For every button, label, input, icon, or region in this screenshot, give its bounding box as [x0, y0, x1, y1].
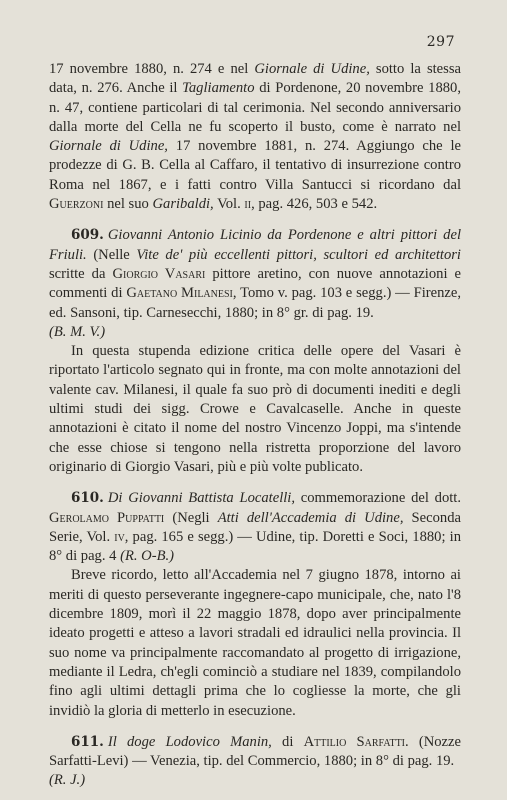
bibliography-entry-609: [49, 226, 461, 477]
entry-number: 611.: [71, 733, 104, 750]
entry-number: 610.: [71, 490, 104, 507]
entry-heading: 611. Il doge Lodovico Manin, di Attilio Sarfatti. (Nozze Sarfatti-Levi) — Venezia, tip. del Commercio, 1880; in 8° di pag. 19. (R. J.): [49, 733, 461, 789]
entry-body: In questa stupenda edizione critica delle opere del Vasari è riportato l'articolo segnato qui in fronte, ma con molte annotazioni del valente cav. Milanesi, il quale fa suo prò di documenti inediti e degli ultimi studi dei sigg. Crowe e Cavalcaselle. Anche in queste annotazioni è citato il nome del nostro Vincenzo Joppi, ma s'intende che esse chiose si tengono nella ristretta proporzione del lavoro originario di Giorgio Vasari, più e più volte publicato.: [49, 343, 461, 475]
intro-paragraph: 17 novembre 1880, n. 274 e nel Giornale di Udine, sotto la stessa data, n. 276. Anche il Tagliamento di Pordenone, 20 novembre 1880, n. 47, contiene particolari di tal cerimonia. Nel secondo anniversario dalla morte del Cella ne fu scoperto il busto, come è narrato nel Giornale di Udine, 17 novembre 1881, n. 274. Aggiungo che le prodezze di G. B. Cella al Caffaro, il tentativo di insurrezione contro Roma nel 1867, e i fatti contro Villa Santucci si ricordano dal Guerzoni nel suo Garibaldi, Vol. ii, pag. 426, 503 e 542.: [49, 61, 461, 213]
bibliography-entry-611: [49, 733, 461, 791]
entry-number: 609.: [71, 227, 104, 244]
bibliography-entry-610: [49, 489, 461, 721]
source-siglum: (B. M. V.): [49, 323, 106, 340]
source-siglum: (R. J.): [49, 772, 86, 789]
page-text: [49, 60, 461, 791]
entry-heading: 609. Giovanni Antonio Licinio da Pordenone e altri pittori del Friuli. (Nelle Vite de' più eccellenti pittori, scultori ed architettori scritte da Giorgio Vasari pittore aretino, con nuove annotazioni e commenti di Gaetano Milanesi, Tomo v. pag. 103 e segg.) — Firenze, ed. Sansoni, tip. Carnesecchi, 1880; in 8° gr. di pag. 19. (B. M. V.): [49, 227, 462, 340]
entry-body: Breve ricordo, letto all'Accademia nel 7 giugno 1878, intorno ai meriti di questo perseverante ingegnere-capo municipale, che, nato l'8 dicembre 1809, morì il 22 maggio 1878, dopo aver principalmente ideato progetti e atteso a lavori stradali ed idraulici nella provincia. Il suo nome va principalmente raccomandato al progetto di irrigazione, mediante il Ledra, ch'egli cominciò a studiare nel 1839, compilandolo fino agli ultimi dettagli prima che lo cogliesse la morte, che gli invidiò la gloria di metterlo in esecuzione.: [49, 567, 461, 719]
entry-heading: 610. Di Giovanni Battista Locatelli, commemorazione del dott. Gerolamo Puppatti (Negli Atti dell'Accademia di Udine, Seconda Serie, Vol. iv, pag. 165 e segg.) — Udine, tip. Doretti e Soci, 1880; in 8° di pag. 4 (R. O-B.): [49, 490, 462, 565]
page-number: 297: [426, 34, 455, 50]
source-siglum: (R. O-B.): [120, 548, 175, 565]
